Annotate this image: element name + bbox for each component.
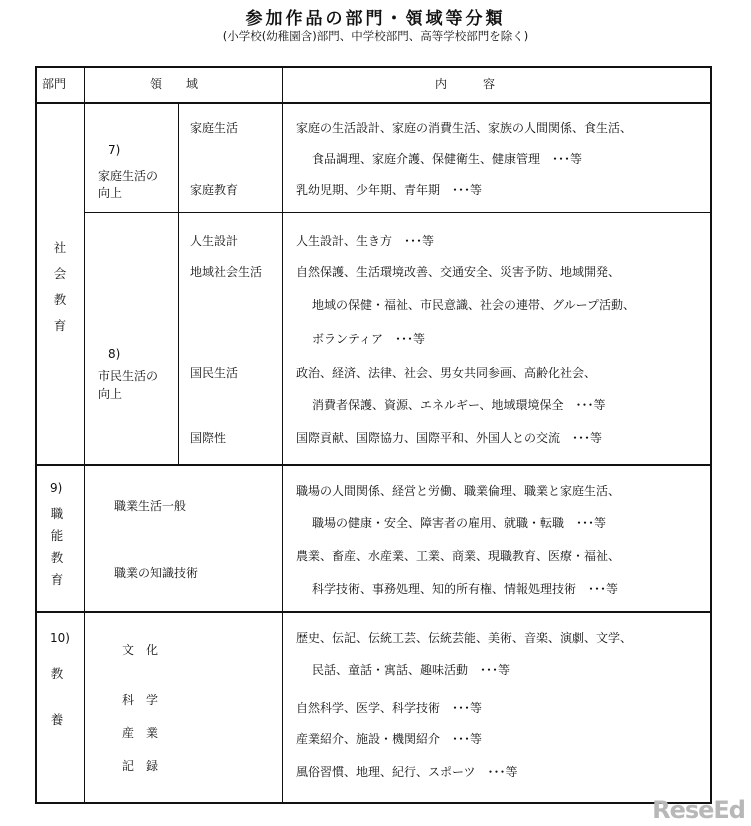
subfield-kokumin-seikatsu: 国民生活 [190, 366, 239, 380]
content-line: 職場の人間関係、経営と労働、職業倫理、職業と家庭生活、 [296, 484, 621, 498]
content-line: 歴史、伝記、伝統工芸、伝統芸能、美術、音楽、演劇、文学、 [296, 631, 633, 645]
page-subtitle: (小学校(幼稚園含)部門、中学校部門、高等学校部門を除く) [222, 29, 529, 43]
shakai-label-4: 育 [53, 318, 67, 333]
header-naiyo: 内 容 [435, 77, 496, 91]
content-line: 自然保護、生活環境改善、交通安全、災害予防、地域開発、 [296, 265, 621, 279]
shimin-name-1: 市民生活の [98, 369, 159, 383]
subfield-shokugyo-chishiki: 職業の知識技術 [114, 566, 199, 580]
header-divider [35, 102, 712, 104]
content-line: 政治、経済、法律、社会、男女共同参画、高齢化社会、 [296, 366, 597, 380]
content-line: 風俗習慣、地理、紀行、スポーツ ･･･等 [296, 765, 518, 779]
subfield-katei-kyoiku: 家庭教育 [190, 183, 239, 197]
shokuno-label-2: 能 [50, 528, 64, 543]
shokuno-num: 9) [50, 481, 63, 495]
naiyo-column-line [282, 66, 283, 804]
katei-name-1: 家庭生活の [98, 169, 159, 183]
kyoyo-label-1: 教 [50, 666, 64, 681]
content-line: 民話、童話・寓話、趣味活動 ･･･等 [312, 663, 511, 677]
kyoyo-num: 10) [50, 631, 70, 645]
content-line: 乳幼児期、少年期、青年期 ･･･等 [296, 183, 483, 197]
content-line: ボランティア ･･･等 [312, 332, 426, 346]
content-line: 国際貢献、国際協力、国際平和、外国人との交流 ･･･等 [296, 431, 603, 445]
content-line: 人生設計、生き方 ･･･等 [296, 234, 435, 248]
shokuno-label-3: 教 [50, 550, 64, 565]
header-ryoiki: 領 域 [150, 77, 199, 91]
content-line: 食品調理、家庭介護、保健衛生、健康管理 ･･･等 [312, 152, 583, 166]
subfield-katei-seikatsu: 家庭生活 [190, 121, 239, 135]
content-line: 産業紹介、施設・機関紹介 ･･･等 [296, 732, 483, 746]
subfield-kagaku: 科 学 [122, 693, 159, 707]
subfield-shokugyo-ippan: 職業生活一般 [114, 499, 187, 513]
subfield-chiiki-shakai: 地域社会生活 [190, 265, 263, 279]
katei-num: 7) [108, 143, 121, 157]
kyoyo-label-2: 養 [50, 712, 64, 727]
content-line: 科学技術、事務処理、知的所有権、情報処理技術 ･･･等 [312, 582, 619, 596]
shokuno-label-1: 職 [50, 506, 64, 521]
shokuno-label-4: 育 [50, 572, 64, 587]
content-line: 地域の保健・福祉、市民意識、社会の連帯、グループ活動、 [312, 298, 636, 312]
subfield-column-line [178, 103, 179, 464]
content-line: 家庭の生活設計、家庭の消費生活、家族の人間関係、食生活、 [296, 121, 633, 135]
content-line: 職場の健康・安全、障害者の雇用、就職・転職 ･･･等 [312, 516, 607, 530]
shokuno-kyoyo-divider [35, 611, 712, 613]
content-line: 農業、畜産、水産業、工業、商業、現職教育、医療・福祉、 [296, 549, 621, 563]
shimin-num: 8) [108, 347, 121, 361]
resed-watermark-logo: ReseEd [652, 796, 745, 824]
content-line: 消費者保護、資源、エネルギー、地域環境保全 ･･･等 [312, 398, 606, 412]
page-title: 参加作品の部門・領域等分類 [245, 9, 506, 29]
shakai-label-3: 教 [53, 292, 67, 307]
subfield-bunka: 文 化 [122, 643, 159, 657]
content-line: 自然科学、医学、科学技術 ･･･等 [296, 701, 483, 715]
subfield-kokusaisei: 国際性 [190, 431, 227, 445]
shakai-label-1: 社 [53, 240, 67, 255]
shakai-shokuno-divider [35, 464, 712, 466]
subfield-sangyo: 産 業 [122, 726, 159, 740]
subfield-jinsei-sekkei: 人生設計 [190, 234, 239, 248]
bumon-column-line [84, 66, 85, 804]
shimin-name-2: 向上 [98, 387, 123, 401]
header-bumon: 部門 [42, 77, 67, 91]
katei-name-2: 向上 [98, 186, 123, 200]
subfield-kiroku: 記 録 [122, 759, 159, 773]
shakai-label-2: 会 [53, 266, 67, 281]
